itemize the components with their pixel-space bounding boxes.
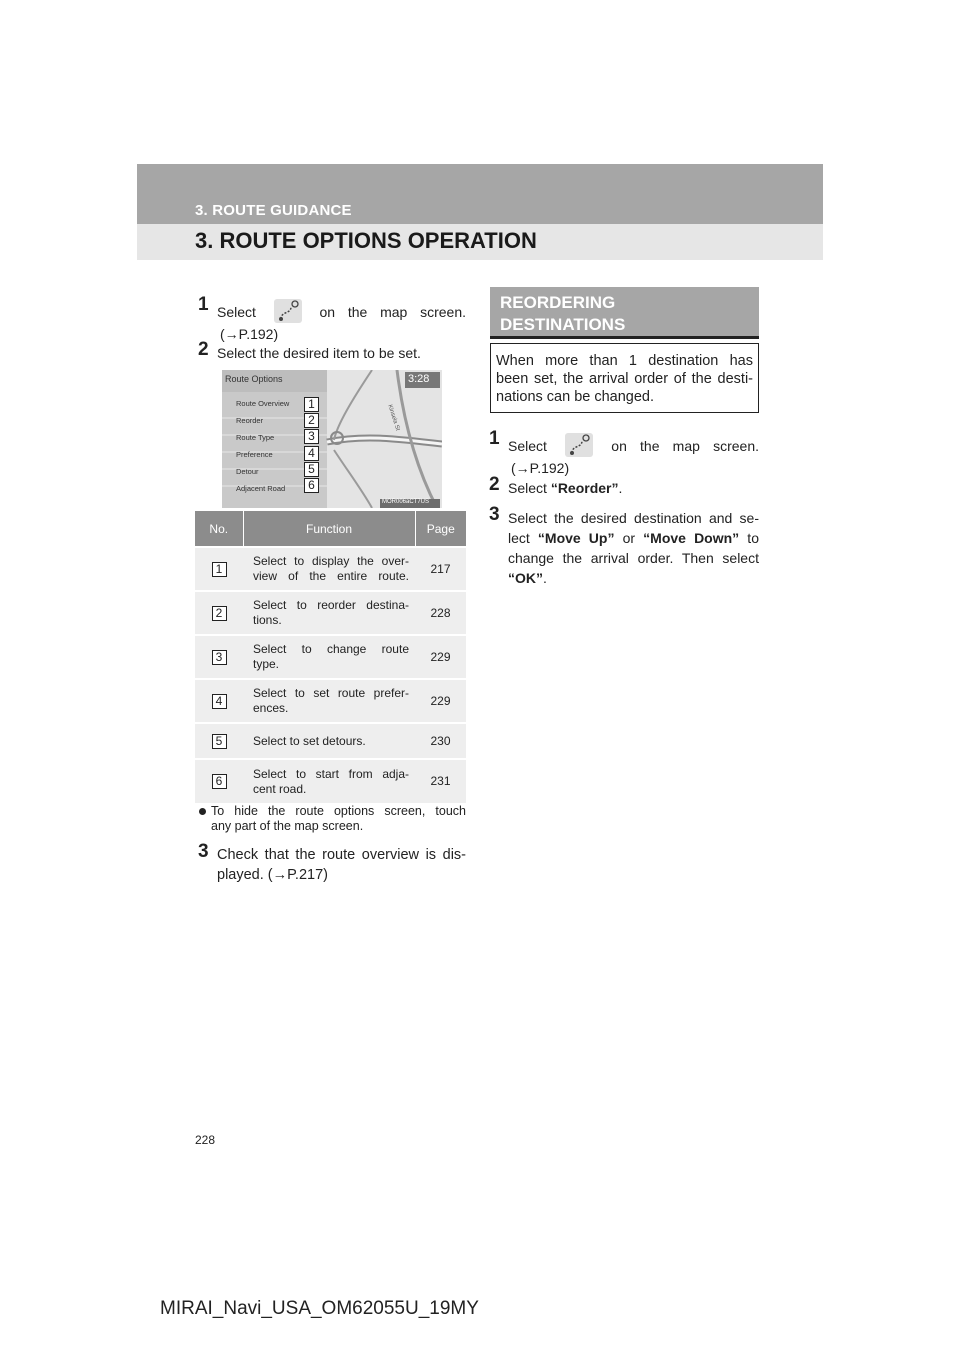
right-step-1 [489,428,760,478]
right-step-2 [489,474,759,498]
route-options-icon [564,432,594,458]
table-header-page: Page [415,511,466,547]
table-header-row [195,511,466,547]
screen-menu-item: Preference [236,450,273,459]
step-number: 1 [489,428,500,449]
row-function: Select to change route [253,642,409,656]
screen-menu-item: Route Overview [236,399,290,408]
step-text-post: . [618,480,623,496]
table-header-function: Function [243,511,415,547]
row-function: Select to start from adja- [253,766,409,781]
page-title: 3. ROUTE OPTIONS OPERATION [195,228,537,253]
step-text-pre: Select [508,480,551,496]
step-text-post: on the map screen. [319,304,466,320]
screen-callout: 6 [304,478,319,493]
section-heading-line: REORDERING [500,293,616,312]
row-number: 6 [212,774,227,789]
step-number: 3 [489,504,500,525]
row-function: Select to set detours. [243,723,415,759]
step-number: 1 [198,294,209,315]
row-function: cent road. [253,781,307,796]
intro-line: nations can be changed. [496,389,655,405]
row-function: ences. [253,701,289,715]
bullet-note [199,804,466,834]
step-text-post: . [543,570,547,586]
step-number: 3 [198,841,209,862]
intro-line: been set, the arrival order of the desti- [496,371,753,387]
step-text-bold: “Reorder” [550,480,619,496]
left-step-2 [198,339,466,363]
table-row [195,635,466,679]
screen-callout: 1 [304,397,319,412]
table-row [195,723,466,759]
screen-time: 3:28 [408,373,430,385]
table-header-no: No. [195,511,243,547]
step-text-pre: Select [217,304,256,320]
row-page: 231 [415,759,466,803]
table-row [195,759,466,803]
intro-box [490,343,759,413]
screen-menu-item: Route Type [236,433,275,442]
row-function: tions. [253,613,282,627]
row-number: 1 [212,562,227,577]
screen-callout: 5 [304,462,319,477]
page-reference: (→P.192) [220,326,279,342]
step-text-bold: “Move Up” [537,530,615,546]
row-number: 3 [212,650,227,665]
row-page: 230 [415,723,466,759]
row-function: type. [253,657,280,671]
row-number: 4 [212,694,227,709]
step-text-bold: “Move Down” [643,530,740,546]
page-number: 228 [195,1133,216,1147]
table-row [195,679,466,723]
step-text [491,432,759,458]
bullet-dot-icon [199,808,206,815]
step-text-pre: Select [508,438,547,454]
row-page: 228 [415,591,466,635]
step-text-post: on the map screen. [611,438,760,454]
table-row [195,547,466,591]
right-step-3 [489,504,759,588]
document-id: MIRAI_Navi_USA_OM62055U_19MY [160,1298,479,1319]
page-reference: (→P.192) [511,460,570,476]
screen-title: Route Options [225,374,283,384]
screen-callout: 4 [304,446,319,461]
screen-menu-item: Adjacent Road [236,484,286,493]
step-text: Select the desired item to be set. [217,345,421,361]
step-text: played. (→P.217) [217,867,328,883]
row-function: Select to reorder destina- [253,598,409,612]
row-number: 5 [212,734,227,749]
step-text [491,478,759,498]
table-row [195,591,466,635]
step-text: Select the desired destination and se- [508,510,759,526]
step-text-mid: or [614,530,644,546]
step-text [200,298,466,324]
row-page: 229 [415,679,466,723]
row-function: Select to set route prefer- [253,686,409,700]
step-text-pre: lect [508,530,538,546]
step-text-post: to [739,530,759,546]
function-table [195,511,466,803]
screen-menu-item: Detour [236,467,259,476]
screen-road-label: Kinsela St [386,404,401,432]
left-step-1 [198,294,466,344]
section-label: 3. ROUTE GUIDANCE [195,202,352,219]
step-text [491,568,759,588]
intro-line: When more than 1 destination has [496,353,753,369]
step-text [491,528,759,548]
left-step-3 [198,841,466,885]
row-function: view of the entire route. [253,569,409,583]
row-page: 229 [415,635,466,679]
step-text-bold: “OK” [508,570,543,586]
screen-callout: 3 [304,429,319,444]
screen-image-code: MOR006aCT7US [382,499,430,505]
bullet-line: To hide the route options screen, touch [211,804,466,818]
step-text: change the arrival order. Then select [508,550,759,566]
screen-menu-item: Reorder [236,416,264,425]
row-number: 2 [212,606,227,621]
route-options-icon [273,298,303,324]
row-page: 217 [415,547,466,591]
screen-callout: 2 [304,413,319,428]
section-heading-line: DESTINATIONS [500,315,626,334]
section-heading [490,287,759,339]
step-text: Check that the route overview is dis- [217,847,466,863]
route-options-screenshot [222,370,442,508]
step-number: 2 [198,339,209,360]
step-number: 2 [489,474,500,495]
bullet-line: any part of the map screen. [211,819,364,833]
row-function: Select to display the over- [253,554,409,568]
